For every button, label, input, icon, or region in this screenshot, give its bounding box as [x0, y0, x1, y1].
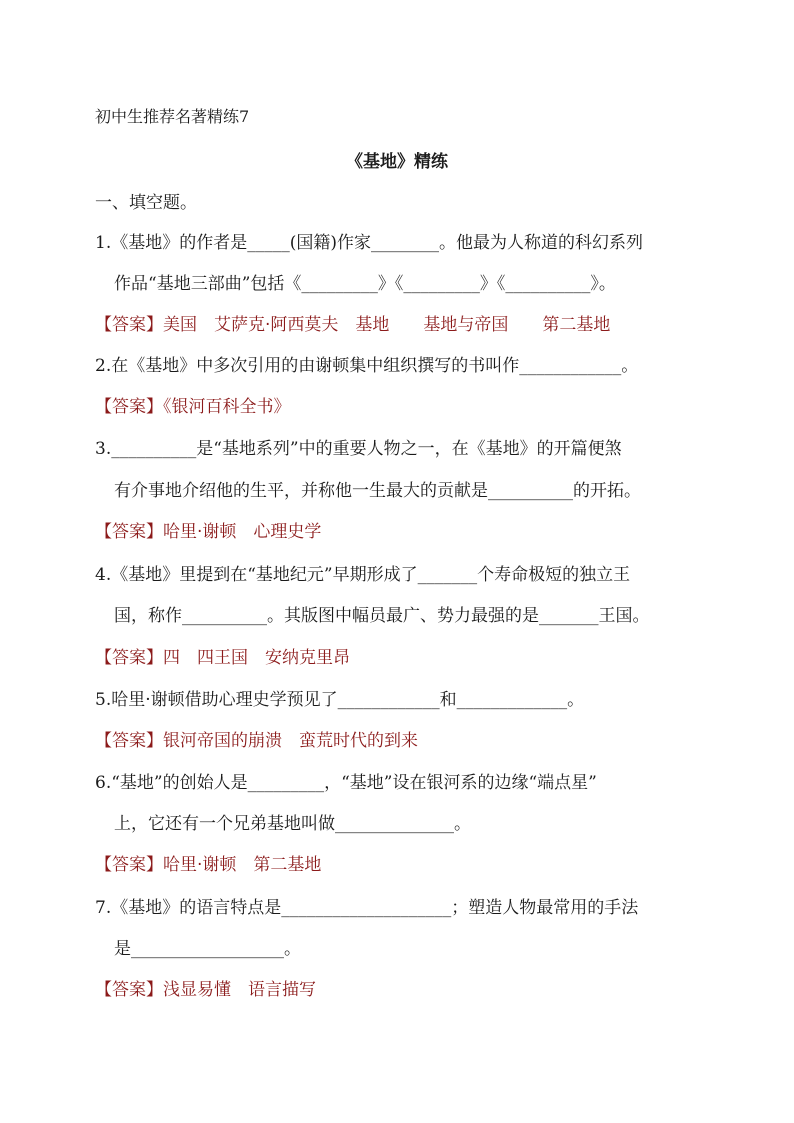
question-line: 1.《基地》的作者是_____(国籍)作家________。他最为人称道的科幻系列	[95, 233, 643, 253]
question-line: 3.__________是“基地系列”中的重要人物之一，在《基地》的开篇便煞	[95, 439, 622, 459]
answer-line: 【答案】哈里·谢顿 第二基地	[95, 855, 322, 875]
document-header: 初中生推荐名著精练7	[95, 107, 250, 126]
answer-line: 【答案】哈里·谢顿 心理史学	[95, 522, 322, 542]
question-continuation: 有介事地介绍他的生平，并称他一生最大的贡献是__________的开拓。	[114, 481, 641, 501]
question-continuation: 作品“基地三部曲”包括《_________》《_________》《__________》。	[114, 274, 616, 294]
document-title: 《基地》精练	[346, 152, 448, 172]
question-continuation: 上，它还有一个兄弟基地叫做______________。	[114, 814, 471, 834]
answer-line: 【答案】银河帝国的崩溃 蛮荒时代的到来	[95, 731, 418, 751]
question-line: 4.《基地》里提到在“基地纪元”早期形成了_______个寿命极短的独立王	[95, 565, 631, 585]
question-line: 6.“基地”的创始人是_________，“基地”设在银河系的边缘“端点星”	[95, 773, 597, 793]
question-continuation: 是__________________。	[114, 939, 301, 959]
answer-line: 【答案】浅显易懂 语言描写	[95, 980, 316, 1000]
question-line: 2.在《基地》中多次引用的由谢顿集中组织撰写的书叫作____________。	[95, 356, 639, 376]
question-line: 5.哈里·谢顿借助心理史学预见了____________和_____________。	[95, 690, 585, 710]
answer-line: 【答案】美国 艾萨克·阿西莫夫 基地 基地与帝国 第二基地	[95, 315, 611, 335]
answer-line: 【答案】《银河百科全书》	[95, 397, 291, 417]
answer-line: 【答案】四 四王国 安纳克里昂	[95, 648, 350, 668]
question-line: 7.《基地》的语言特点是____________________；塑造人物最常用的手法	[95, 898, 639, 918]
section-heading: 一、填空题。	[95, 193, 197, 213]
question-continuation: 国，称作__________。其版图中幅员最广、势力最强的是_______王国。	[114, 606, 650, 626]
